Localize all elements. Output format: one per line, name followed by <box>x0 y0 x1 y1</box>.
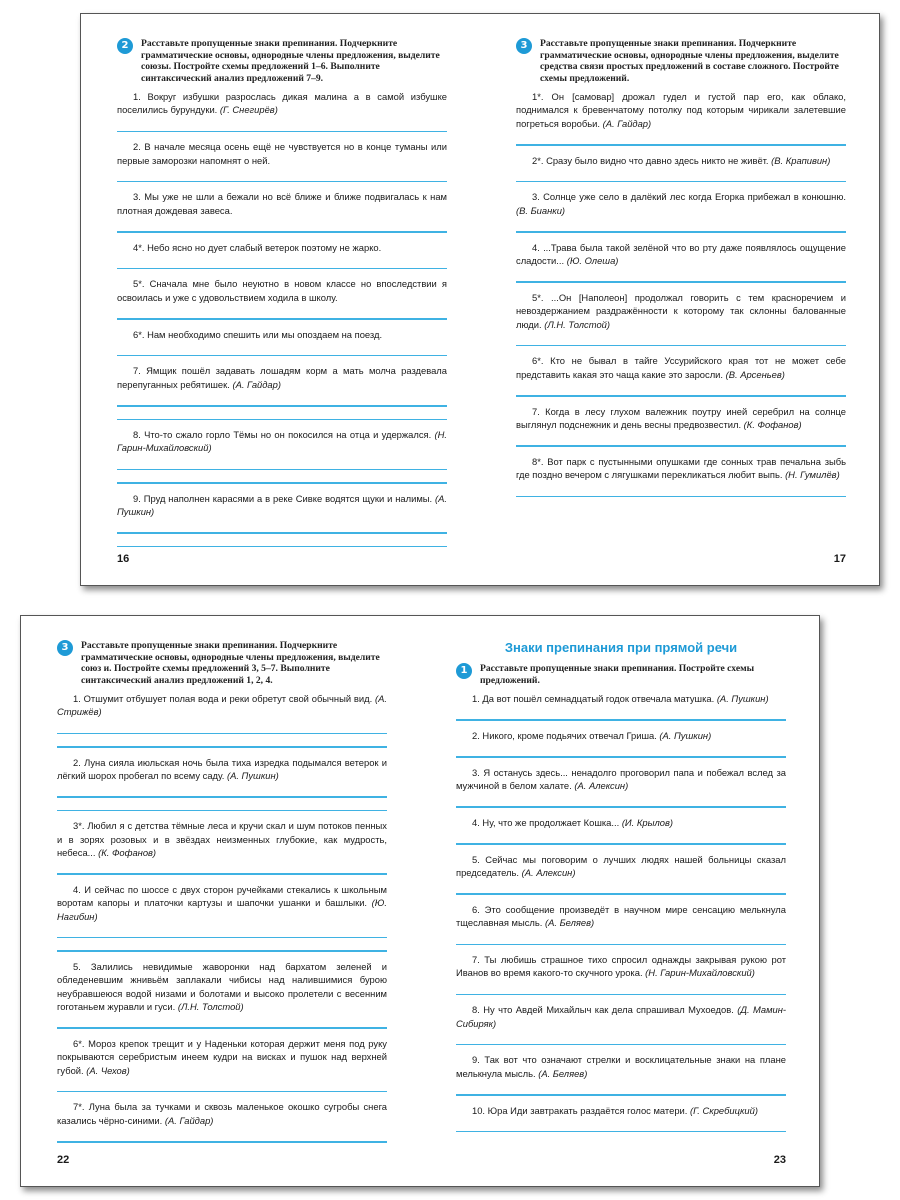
answer-line <box>516 345 846 346</box>
answer-line <box>516 231 846 232</box>
author-citation: (К. Фофанов) <box>98 847 157 858</box>
sentence-text: 9. Пруд наполнен карасями а в реке Сивке водятся щуки и налимы. <box>133 492 433 504</box>
exercise-item <box>456 692 786 721</box>
author-citation: (А. Алексин) <box>521 867 576 878</box>
exercise-text <box>456 953 786 980</box>
exercise-text <box>117 241 447 254</box>
answer-line <box>456 994 786 995</box>
sentence-text: 7. Ты любишь страшное тихо спросил однажды закрывая рукою рот Иванов во время какого-то скучного урока. <box>456 954 786 979</box>
sentence-text: 2. В начале месяца осень ещё не чувствуется но в конце туманы или первые заморозки напомнят о ней. <box>117 141 447 166</box>
sentence-text: 5. Сейчас мы поговорим о лучших людях нашей больницы сказал председатель. <box>456 853 786 878</box>
exercise-text <box>57 1100 387 1127</box>
answer-line <box>456 1131 786 1132</box>
exercise-text <box>117 90 447 117</box>
answer-line <box>456 1094 786 1095</box>
sentence-text: 1. Отшумит отбушует полая вода и реки обретут свой обычный вид. <box>73 693 373 704</box>
author-citation: (Ю. Олеша) <box>566 255 619 267</box>
author-citation: (В. Крапивин) <box>771 154 831 166</box>
section-title: Знаки препинания при прямой речи <box>504 640 738 655</box>
author-citation: (А. Стрижёв) <box>57 693 387 718</box>
author-citation: (А. Гайдар) <box>232 378 281 390</box>
exercise-item <box>57 819 387 875</box>
exercise-item <box>117 428 447 484</box>
exercise-text <box>57 819 387 859</box>
answer-line <box>117 532 447 533</box>
answer-line <box>117 419 447 420</box>
exercise-text <box>516 354 846 381</box>
top-spread <box>80 13 880 586</box>
sentence-text: 4. И сейчас по шоссе с двух сторон ручейками стекались к школьным воротам капоры и платочки картузы и шапочки ушанки и башлыки. <box>57 883 387 909</box>
author-citation: (К. Фофанов) <box>743 419 802 431</box>
exercise-text <box>117 328 447 341</box>
answer-line <box>456 806 786 807</box>
answer-line <box>456 893 786 894</box>
page-number: 22 <box>57 1154 70 1166</box>
page-content <box>456 640 786 1140</box>
exercise-item <box>57 692 387 748</box>
sentence-text: 6*. Кто не бывал в тайге Уссурийского края тот не может себе представить какая это чаща какие это заросли. <box>516 355 846 380</box>
exercise-text <box>516 241 846 268</box>
sentence-text: 8. Что-то сжало горло Тёмы но он покосился на отца и удержался. <box>133 429 432 440</box>
sentence-text: 2*. Сразу было видно что давно здесь никто не живёт. <box>532 154 769 166</box>
exercise-item <box>57 1037 387 1093</box>
answer-line <box>456 843 786 844</box>
exercise-text <box>117 364 447 391</box>
exercise-item <box>456 953 786 995</box>
page-number: 17 <box>833 553 846 565</box>
exercise-item <box>117 364 447 420</box>
exercise-item <box>456 766 786 808</box>
answer-line <box>516 181 846 182</box>
exercise-item <box>456 1003 786 1045</box>
exercise-item <box>456 853 786 895</box>
exercise-item <box>516 190 846 232</box>
author-citation: (А. Беляев) <box>538 1067 588 1079</box>
answer-line <box>57 937 387 938</box>
task-instruction: Расставьте пропущенные знаки препинания. Постройте схемы предложений. <box>480 663 755 686</box>
sentence-text: 7. Когда в лесу глухом валежник поутру иней серебрил на солнце выглянул подснежник и день весны предвозвестил. <box>516 405 846 431</box>
author-citation: (А. Гайдар) <box>602 117 652 129</box>
sentence-text: 10. Юра Иди завтракать раздаётся голос матери. <box>472 1104 688 1116</box>
author-citation: (Н. Гарин-Михайловский) <box>117 429 447 454</box>
answer-line <box>57 1027 387 1028</box>
exercise-text <box>516 90 846 130</box>
author-citation: (А. Чехов) <box>86 1064 130 1076</box>
author-citation: (Н. Гумилёв) <box>785 469 840 481</box>
answer-line <box>516 496 846 497</box>
sentence-text: 1. Да вот пошёл семнадцатый годок отвечала матушка. <box>472 693 715 704</box>
author-citation: (А. Пушкин) <box>226 770 279 781</box>
exercise-text <box>456 766 786 793</box>
task-instruction: Расставьте пропущенные знаки препинания. Подчеркните грамматические основы, однородные члены предложения, выделите средства связи простых предложений в составе сложного. Постройте схемы предложений. <box>540 38 839 84</box>
answer-line <box>117 181 447 182</box>
bottom-spread <box>20 615 820 1187</box>
exercise-text <box>57 756 387 783</box>
exercise-text <box>57 960 387 1014</box>
answer-line <box>117 268 447 269</box>
exercise-text <box>456 816 786 829</box>
sentence-text: 1*. Он [самовар] дрожал гудел и густой пар его, как облако, поднимался к бревенчатому потолку под которым чирикали залетевшие погреться воробьи. <box>516 91 846 129</box>
exercise-item <box>117 190 447 232</box>
exercise-text <box>57 1037 387 1077</box>
sentence-text: 5*. Сначала мне было неуютно в новом классе но впоследствии я освоилась и уже с удовольствием ходила в школу. <box>117 278 447 303</box>
exercise-text <box>456 692 786 705</box>
exercise-item <box>516 90 846 146</box>
exercise-item <box>117 277 447 319</box>
sentence-text: 7*. Луна была за тучками и сквозь маленькое окошко сугробы снега казались чёрно-синими. <box>57 1101 387 1126</box>
exercise-text <box>456 1053 786 1080</box>
answer-line <box>57 1141 387 1142</box>
sentence-text: 3. Мы уже не шли а бежали но всё ближе и ближе подвигалась к нам плотная дождевая завеса. <box>117 191 447 216</box>
exercise-item <box>117 140 447 182</box>
author-citation: (Г. Снегирёв) <box>219 104 278 116</box>
task-number-badge: 3 <box>57 640 73 656</box>
exercise-item <box>57 883 387 952</box>
sentence-text: 6*. Нам необходимо спешить или мы опоздаем на поезд. <box>133 328 383 340</box>
exercise-item <box>516 354 846 396</box>
exercise-text <box>516 291 846 331</box>
exercise-text <box>456 1003 786 1030</box>
exercise-text <box>516 455 846 482</box>
answer-line <box>117 318 447 319</box>
task-number-badge: 2 <box>117 38 133 54</box>
exercise-item <box>456 1053 786 1095</box>
exercise-item <box>456 816 786 845</box>
answer-line <box>117 482 447 483</box>
exercise-text <box>117 428 447 455</box>
answer-line <box>516 281 846 282</box>
answer-line <box>456 944 786 945</box>
author-citation: (А. Гайдар) <box>164 1114 214 1126</box>
exercise-text <box>117 190 447 217</box>
author-citation: (Н. Гарин-Михайловский) <box>645 967 755 979</box>
answer-line <box>57 733 387 734</box>
answer-line <box>456 1044 786 1045</box>
author-citation: (А. Пушкин) <box>659 729 712 741</box>
sentence-text: 5*. ...Он [Наполеон] продолжал говорить с тем красноречием и невоздержанием раздражённости к которому так склонны балованные люди. <box>516 291 846 330</box>
sentence-text: 3. Я останусь здесь... ненадолго проговорил папа и побежал вслед за мужчиной в белом халате. <box>456 766 786 791</box>
task-instruction: Расставьте пропущенные знаки препинания. Подчеркните грамматические основы, однородные члены предложения, выделите союз и. Постройте схемы предложений 3, 5–7. Выполните синтаксический анализ предложений 1, 2, 4. <box>81 640 380 686</box>
exercise-item <box>456 1104 786 1133</box>
exercise-item <box>516 154 846 183</box>
sentence-text: 4. Ну, что же продолжает Кошка... <box>472 816 620 828</box>
page-content <box>117 38 447 555</box>
author-citation: (В. Бианки) <box>516 204 566 216</box>
author-citation: (А. Беляев) <box>544 917 595 929</box>
answer-line <box>117 355 447 356</box>
answer-line <box>117 405 447 406</box>
exercise-item <box>456 903 786 945</box>
exercise-item <box>57 756 387 812</box>
answer-line <box>456 719 786 720</box>
sentence-text: 4. ...Трава была такой зелёной что во рту даже появлялось ощущение сладости... <box>516 241 846 267</box>
answer-line <box>57 950 387 951</box>
page-content <box>57 640 387 1151</box>
exercise-item <box>516 455 846 497</box>
exercise-text <box>117 492 447 519</box>
exercise-text <box>456 853 786 880</box>
answer-line <box>117 469 447 470</box>
author-citation: (Д. Мамин-Сибиряк) <box>456 1004 786 1029</box>
task-header <box>456 663 786 686</box>
exercise-item <box>57 1100 387 1142</box>
exercise-text <box>456 903 786 930</box>
page <box>480 14 879 585</box>
answer-line <box>516 144 846 145</box>
answer-line <box>516 445 846 446</box>
task-number-badge: 3 <box>516 38 532 54</box>
exercise-item <box>516 241 846 283</box>
answer-line <box>57 746 387 747</box>
task-header <box>516 38 846 84</box>
author-citation: (В. Арсеньев) <box>725 368 785 380</box>
author-citation: (Л.Н. Толстой) <box>544 318 611 330</box>
exercise-text <box>456 1104 786 1117</box>
page-content <box>516 38 846 505</box>
sentence-text: 5. Залились невидимые жаворонки над бархатом зеленей и обледеневшим жнивьём заплакали чибисы над налившимися бурою неубравшеюся водой низами и болотами и высоко пролетели с весенним гоготаньем журавли и гуси. <box>57 960 387 1013</box>
exercise-item <box>516 291 846 347</box>
answer-line <box>117 131 447 132</box>
exercise-item <box>516 405 846 447</box>
exercise-item <box>117 90 447 132</box>
page-number: 16 <box>117 553 130 565</box>
exercise-text <box>57 883 387 923</box>
sentence-text: 6*. Мороз крепок трещит и у Наденьки которая держит меня под руку покрываются серебристым инеем кудри на висках и пушок над верхней губой. <box>57 1037 387 1076</box>
sentence-text: 9. Так вот что означают стрелки и восклицательные знаки на плане мелькнула мысль. <box>456 1054 786 1079</box>
sentence-text: 1. Вокруг избушки разрослась дикая малина а в самой избушке поселились бурундуки. <box>117 91 447 116</box>
answer-line <box>117 546 447 547</box>
exercise-item <box>456 729 786 758</box>
sentence-text: 3*. Любил я с детства тёмные леса и кручи скал и шум потоков пенных и в зорях розовых и в звёздах неизменных глубокие, как мудрость, небеса... <box>57 820 387 858</box>
author-citation: (И. Крылов) <box>621 816 674 828</box>
author-citation: (Г. Скребицкий) <box>690 1104 758 1116</box>
exercise-text <box>117 140 447 167</box>
page-number: 23 <box>773 1154 786 1166</box>
answer-line <box>57 810 387 811</box>
sentence-text: 4*. Небо ясно но дует слабый ветерок поэтому не жарко. <box>133 241 382 253</box>
exercise-item <box>57 960 387 1029</box>
sentence-text: 6. Это сообщение произведёт в научном мире сенсацию мелькнула тщеславная мысль. <box>456 903 786 929</box>
author-citation: (Л.Н. Толстой) <box>177 1001 244 1013</box>
answer-line <box>57 873 387 874</box>
page <box>420 616 819 1186</box>
exercise-item <box>117 492 447 548</box>
answer-line <box>57 796 387 797</box>
sentence-text: 2. Никого, кроме подьячих отвечал Гриша. <box>472 729 657 741</box>
task-header <box>117 38 447 84</box>
sentence-text: 2. Луна сияла июльская ночь была тиха изредка подымался ветерок и лёгкий шорох пробегал по всему саду. <box>57 756 387 781</box>
answer-line <box>516 395 846 396</box>
page <box>81 14 480 585</box>
exercise-item <box>117 328 447 357</box>
author-citation: (А. Алексин) <box>574 780 629 791</box>
exercise-text <box>456 729 786 742</box>
answer-line <box>456 756 786 757</box>
answer-line <box>117 231 447 232</box>
sentence-text: 3. Солнце уже село в далёкий лес когда Егорка прибежал в конюшню. <box>532 191 846 203</box>
page <box>21 616 420 1186</box>
task-number-badge: 1 <box>456 663 472 679</box>
exercise-text <box>57 692 387 719</box>
author-citation: (Ю. Нагибин) <box>57 897 387 922</box>
task-instruction: Расставьте пропущенные знаки препинания. Подчеркните грамматические основы, однородные члены предложения, выделите союзы. Постройте схемы предложений 1–6. Выполните синтаксический анализ предложений 7–9. <box>141 38 440 84</box>
exercise-item <box>117 241 447 270</box>
answer-line <box>57 1091 387 1092</box>
author-citation: (А. Пушкин) <box>716 693 769 704</box>
task-header <box>57 640 387 686</box>
exercise-text <box>516 405 846 432</box>
sentence-text: 8*. Вот парк с пустынными опушками где сонных трав печальна зыбь где поздно вечером с лягушками перекликаться любит выпь. <box>516 455 846 481</box>
exercise-text <box>117 277 447 304</box>
sentence-text: 7. Ямщик пошёл задавать лошадям корм а мать молча раздевала перепуганных ребятишек. <box>117 365 447 390</box>
author-citation: (А. Пушкин) <box>117 492 448 517</box>
exercise-text <box>516 154 846 167</box>
sentence-text: 8. Ну что Авдей Михайлыч как дела спрашивал Мухоедов. <box>472 1004 734 1016</box>
exercise-text <box>516 190 846 217</box>
